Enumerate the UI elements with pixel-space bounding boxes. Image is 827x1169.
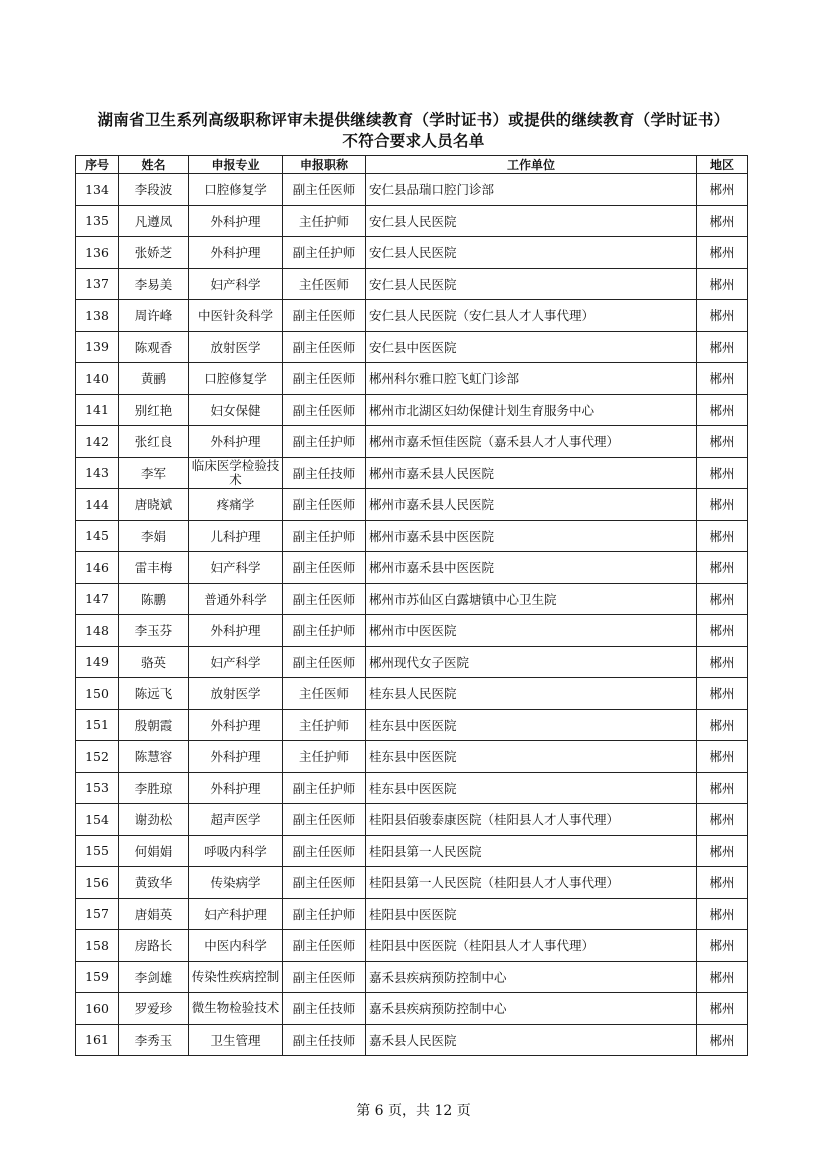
cell-workplace: 桂阳县第一人民医院: [366, 835, 697, 867]
cell-index: 149: [76, 646, 119, 678]
cell-region: 郴州: [697, 394, 748, 426]
cell-index: 144: [76, 489, 119, 521]
cell-name: 唐娟英: [119, 898, 189, 930]
cell-name: 李胜琼: [119, 772, 189, 804]
cell-name: 殷朝霞: [119, 709, 189, 741]
cell-name: 陈鹏: [119, 583, 189, 615]
cell-workplace: 安仁县人民医院（安仁县人才人事代理）: [366, 300, 697, 332]
header-region: 地区: [697, 156, 748, 174]
table-row: [76, 1024, 748, 1056]
cell-title: 副主任医师: [283, 961, 366, 993]
cell-name: 李剑雄: [119, 961, 189, 993]
cell-region: 郴州: [697, 489, 748, 521]
cell-workplace: 郴州市中医医院: [366, 615, 697, 647]
cell-workplace: 郴州市苏仙区白露塘镇中心卫生院: [366, 583, 697, 615]
cell-index: 156: [76, 867, 119, 899]
cell-specialty: 妇女保健: [189, 394, 283, 426]
cell-specialty: 妇产科护理: [189, 898, 283, 930]
table-row: [76, 835, 748, 867]
cell-workplace: 桂东县人民医院: [366, 678, 697, 710]
cell-workplace: 安仁县品瑞口腔门诊部: [366, 174, 697, 206]
cell-name: 陈远飞: [119, 678, 189, 710]
cell-specialty: 普通外科学: [189, 583, 283, 615]
cell-specialty: 外科护理: [189, 709, 283, 741]
cell-name: 唐晓斌: [119, 489, 189, 521]
table-row: [76, 300, 748, 332]
cell-workplace: 嘉禾县疾病预防控制中心: [366, 993, 697, 1025]
cell-region: 郴州: [697, 741, 748, 773]
cell-workplace: 桂阳县中医医院: [366, 898, 697, 930]
cell-specialty: 卫生管理: [189, 1024, 283, 1056]
cell-specialty: 中医内科学: [189, 930, 283, 962]
header-workplace: 工作单位: [366, 156, 697, 174]
cell-workplace: 郴州市嘉禾县人民医院: [366, 489, 697, 521]
cell-workplace: 桂阳县中医医院（桂阳县人才人事代理）: [366, 930, 697, 962]
header-specialty: 申报专业: [189, 156, 283, 174]
table-row: [76, 268, 748, 300]
cell-region: 郴州: [697, 363, 748, 395]
table-row: [76, 520, 748, 552]
table-row: [76, 237, 748, 269]
cell-title: 主任医师: [283, 268, 366, 300]
cell-index: 151: [76, 709, 119, 741]
table-row: [76, 552, 748, 584]
cell-title: 副主任护师: [283, 898, 366, 930]
table-row: [76, 426, 748, 458]
cell-specialty: 外科护理: [189, 741, 283, 773]
cell-workplace: 郴州市北湖区妇幼保健计划生育服务中心: [366, 394, 697, 426]
cell-region: 郴州: [697, 678, 748, 710]
cell-title: 副主任医师: [283, 394, 366, 426]
cell-index: 150: [76, 678, 119, 710]
cell-region: 郴州: [697, 646, 748, 678]
cell-name: 别红艳: [119, 394, 189, 426]
cell-workplace: 桂阳县第一人民医院（桂阳县人才人事代理）: [366, 867, 697, 899]
cell-name: 李玉芬: [119, 615, 189, 647]
cell-title: 副主任医师: [283, 174, 366, 206]
cell-name: 谢劲松: [119, 804, 189, 836]
cell-specialty: 呼吸内科学: [189, 835, 283, 867]
cell-specialty: 疼痛学: [189, 489, 283, 521]
cell-index: 138: [76, 300, 119, 332]
cell-workplace: 安仁县人民医院: [366, 205, 697, 237]
cell-region: 郴州: [697, 552, 748, 584]
cell-workplace: 郴州市嘉禾县中医医院: [366, 520, 697, 552]
table-row: [76, 930, 748, 962]
cell-index: 146: [76, 552, 119, 584]
cell-index: 148: [76, 615, 119, 647]
cell-name: 周许峰: [119, 300, 189, 332]
table-row: [76, 804, 748, 836]
cell-name: 李段波: [119, 174, 189, 206]
cell-name: 骆英: [119, 646, 189, 678]
cell-specialty: 临床医学检验技术: [189, 457, 283, 489]
cell-title: 副主任技师: [283, 457, 366, 489]
cell-specialty: 中医针灸科学: [189, 300, 283, 332]
cell-region: 郴州: [697, 268, 748, 300]
cell-name: 陈观香: [119, 331, 189, 363]
cell-title: 副主任医师: [283, 300, 366, 332]
header-title: 申报职称: [283, 156, 366, 174]
cell-index: 152: [76, 741, 119, 773]
cell-name: 李秀玉: [119, 1024, 189, 1056]
cell-title: 副主任护师: [283, 426, 366, 458]
cell-specialty: 放射医学: [189, 331, 283, 363]
cell-region: 郴州: [697, 1024, 748, 1056]
cell-workplace: 桂阳县佰骏泰康医院（桂阳县人才人事代理）: [366, 804, 697, 836]
header-index: 序号: [76, 156, 119, 174]
cell-workplace: 嘉禾县疾病预防控制中心: [366, 961, 697, 993]
document-title-line2: 不符合要求人员名单: [342, 131, 485, 150]
cell-region: 郴州: [697, 867, 748, 899]
cell-name: 黄鹂: [119, 363, 189, 395]
cell-specialty: 妇产科学: [189, 646, 283, 678]
cell-workplace: 郴州现代女子医院: [366, 646, 697, 678]
cell-region: 郴州: [697, 205, 748, 237]
table-row: [76, 205, 748, 237]
cell-workplace: 桂东县中医医院: [366, 709, 697, 741]
cell-specialty: 外科护理: [189, 426, 283, 458]
cell-specialty: 超声医学: [189, 804, 283, 836]
cell-region: 郴州: [697, 520, 748, 552]
cell-region: 郴州: [697, 615, 748, 647]
table-row: [76, 174, 748, 206]
table-row: [76, 489, 748, 521]
cell-title: 副主任医师: [283, 930, 366, 962]
cell-region: 郴州: [697, 835, 748, 867]
cell-index: 160: [76, 993, 119, 1025]
cell-specialty: 妇产科学: [189, 268, 283, 300]
cell-name: 李军: [119, 457, 189, 489]
cell-name: 黄致华: [119, 867, 189, 899]
cell-workplace: 郴州市嘉禾县中医医院: [366, 552, 697, 584]
cell-name: 张娇芝: [119, 237, 189, 269]
cell-title: 副主任护师: [283, 615, 366, 647]
cell-specialty: 放射医学: [189, 678, 283, 710]
cell-index: 140: [76, 363, 119, 395]
header-name: 姓名: [119, 156, 189, 174]
cell-region: 郴州: [697, 426, 748, 458]
cell-workplace: 郴州市嘉禾恒佳医院（嘉禾县人才人事代理）: [366, 426, 697, 458]
cell-title: 副主任护师: [283, 237, 366, 269]
cell-workplace: 桂东县中医医院: [366, 772, 697, 804]
cell-name: 张红良: [119, 426, 189, 458]
cell-title: 主任护师: [283, 709, 366, 741]
cell-title: 副主任医师: [283, 583, 366, 615]
cell-index: 158: [76, 930, 119, 962]
cell-title: 副主任技师: [283, 1024, 366, 1056]
cell-specialty: 微生物检验技术: [189, 993, 283, 1025]
table-row: [76, 646, 748, 678]
cell-specialty: 口腔修复学: [189, 363, 283, 395]
cell-index: 145: [76, 520, 119, 552]
cell-specialty: 外科护理: [189, 205, 283, 237]
cell-title: 副主任医师: [283, 835, 366, 867]
cell-name: 凡遵凤: [119, 205, 189, 237]
cell-index: 159: [76, 961, 119, 993]
cell-title: 副主任医师: [283, 804, 366, 836]
cell-index: 142: [76, 426, 119, 458]
cell-workplace: 郴州科尔雅口腔飞虹门诊部: [366, 363, 697, 395]
cell-region: 郴州: [697, 709, 748, 741]
table-row: [76, 363, 748, 395]
cell-index: 153: [76, 772, 119, 804]
cell-name: 陈慧容: [119, 741, 189, 773]
cell-name: 罗爱珍: [119, 993, 189, 1025]
cell-specialty: 口腔修复学: [189, 174, 283, 206]
cell-index: 139: [76, 331, 119, 363]
cell-workplace: 嘉禾县人民医院: [366, 1024, 697, 1056]
cell-title: 副主任医师: [283, 331, 366, 363]
table-row: [76, 457, 748, 489]
cell-index: 134: [76, 174, 119, 206]
cell-specialty: 妇产科学: [189, 552, 283, 584]
cell-index: 147: [76, 583, 119, 615]
cell-title: 副主任医师: [283, 489, 366, 521]
cell-index: 141: [76, 394, 119, 426]
table-row: [76, 678, 748, 710]
cell-workplace: 安仁县中医医院: [366, 331, 697, 363]
table-row: [76, 961, 748, 993]
cell-title: 副主任护师: [283, 772, 366, 804]
cell-index: 135: [76, 205, 119, 237]
cell-name: 房路长: [119, 930, 189, 962]
cell-region: 郴州: [697, 898, 748, 930]
page-footer: 第 6 页，共 12 页: [356, 1103, 471, 1119]
table-row: [76, 615, 748, 647]
table-row: [76, 394, 748, 426]
cell-region: 郴州: [697, 930, 748, 962]
cell-specialty: 儿科护理: [189, 520, 283, 552]
personnel-table: [75, 155, 748, 1056]
table-row: [76, 709, 748, 741]
cell-region: 郴州: [697, 772, 748, 804]
cell-region: 郴州: [697, 331, 748, 363]
cell-index: 154: [76, 804, 119, 836]
table-header-row: [76, 156, 748, 174]
cell-index: 161: [76, 1024, 119, 1056]
cell-region: 郴州: [697, 961, 748, 993]
cell-title: 副主任技师: [283, 993, 366, 1025]
table-row: [76, 993, 748, 1025]
cell-specialty: 传染病学: [189, 867, 283, 899]
cell-index: 137: [76, 268, 119, 300]
cell-region: 郴州: [697, 174, 748, 206]
cell-title: 副主任医师: [283, 867, 366, 899]
table-row: [76, 331, 748, 363]
cell-region: 郴州: [697, 583, 748, 615]
cell-title: 副主任护师: [283, 520, 366, 552]
table-body: [76, 174, 748, 1056]
cell-title: 主任护师: [283, 741, 366, 773]
cell-workplace: 桂东县中医医院: [366, 741, 697, 773]
cell-region: 郴州: [697, 804, 748, 836]
table-row: [76, 867, 748, 899]
cell-region: 郴州: [697, 457, 748, 489]
cell-name: 雷丰梅: [119, 552, 189, 584]
document-title-line1: 湖南省卫生系列高级职称评审未提供继续教育（学时证书）或提供的继续教育（学时证书）: [97, 110, 730, 129]
cell-name: 李易美: [119, 268, 189, 300]
table-row: [76, 772, 748, 804]
cell-index: 157: [76, 898, 119, 930]
cell-index: 155: [76, 835, 119, 867]
cell-title: 主任护师: [283, 205, 366, 237]
cell-specialty: 外科护理: [189, 772, 283, 804]
cell-specialty: 外科护理: [189, 615, 283, 647]
cell-region: 郴州: [697, 300, 748, 332]
cell-specialty: 外科护理: [189, 237, 283, 269]
cell-workplace: 郴州市嘉禾县人民医院: [366, 457, 697, 489]
table-row: [76, 583, 748, 615]
table-row: [76, 898, 748, 930]
cell-region: 郴州: [697, 237, 748, 269]
cell-name: 李娟: [119, 520, 189, 552]
cell-title: 副主任医师: [283, 552, 366, 584]
cell-index: 143: [76, 457, 119, 489]
cell-specialty: 传染性疾病控制: [189, 961, 283, 993]
cell-workplace: 安仁县人民医院: [366, 237, 697, 269]
cell-title: 副主任医师: [283, 363, 366, 395]
table-row: [76, 741, 748, 773]
cell-title: 主任医师: [283, 678, 366, 710]
cell-workplace: 安仁县人民医院: [366, 268, 697, 300]
cell-region: 郴州: [697, 993, 748, 1025]
cell-title: 副主任医师: [283, 646, 366, 678]
cell-name: 何娟娟: [119, 835, 189, 867]
cell-index: 136: [76, 237, 119, 269]
